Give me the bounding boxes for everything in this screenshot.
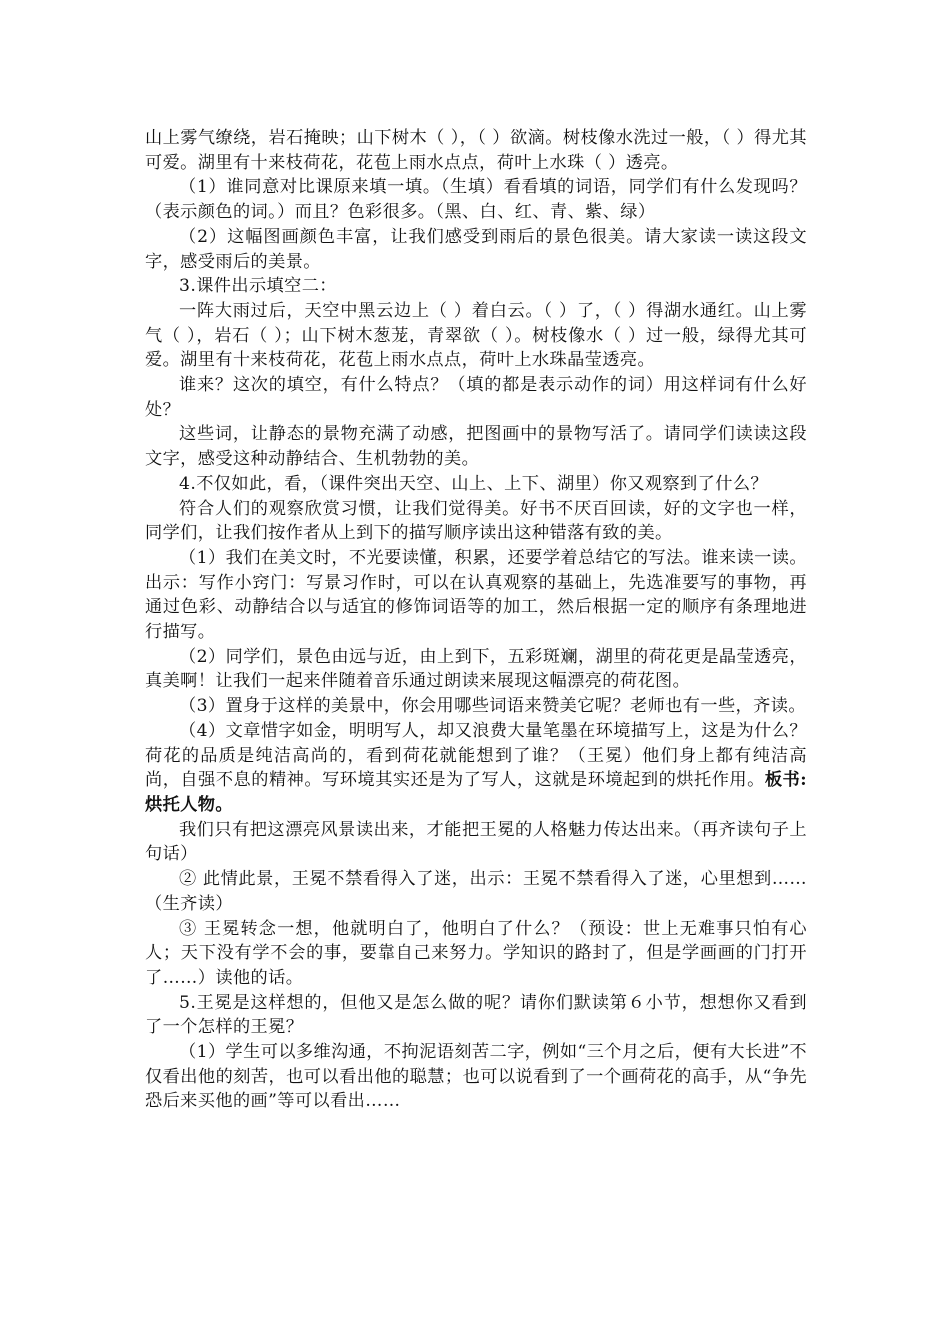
paragraph-17: 5.王冕是这样想的，但他又是怎么做的呢？请你们默读第６小节，想想你又看到了一个怎样的王冕？	[145, 992, 807, 1038]
paragraph-2: （1）谁同意对比课原来填一填。（生填）看看填的词语，同学们有什么发现吗？（表示颜色的词。）而且？色彩很多。（黑、白、红、青、紫、绿）	[145, 177, 807, 223]
paragraph-15: ② 此情此景，王冕不禁看得入了迷，出示：王冕不禁看得入了迷，心里想到……（生齐读）	[145, 869, 807, 914]
paragraph-13-text: （4）文章惜字如金，明明写人，却又浪费大量笔墨在环境描写上，这是为什么？荷花的品质是纯洁高尚的，看到荷花就能想到了谁？（王冕）他们身上都有纯洁高尚，自强不息的精神。写环境其实还是为了写人，这就是环境起到的烘托作用。	[145, 720, 807, 791]
paragraph-10: （1）我们在美文时，不光要读懂，积累，还要学着总结它的写法。谁来读一读。出示：写作小窍门：写景习作时，可以在认真观察的基础上，先选准要写的事物，再通过色彩、动静结合以与适宜的修饰词语等的加工，然后根据一定的顺序有条理地进行描写。	[145, 547, 807, 643]
paragraph-4: 3.课件出示填空二：	[179, 276, 337, 297]
paragraph-7: 这些词，让静态的景物充满了动感，把图画中的景物写活了。请同学们读读这段文字，感受这种动静结合、生机勃勃的美。	[145, 424, 807, 470]
board-note: 板书:烘托人物。	[145, 770, 807, 815]
document-body	[145, 126, 807, 1114]
paragraph-12: （3）置身于这样的美景中，你会用哪些词语来赞美它呢？老师也有一些，齐读。	[179, 696, 806, 717]
paragraph-3: （2）这幅图画颜色丰富，让我们感受到雨后的景色很美。请大家读一读这段文字，感受雨后的美景。	[145, 226, 807, 272]
paragraph-14: 我们只有把这漂亮风景读出来，才能把王冕的人格魅力传达出来。（再齐读句子上句话）	[145, 819, 807, 865]
paragraph-9: 符合人们的观察欣赏习惯，让我们觉得美。好书不厌百回读，好的文字也一样，同学们，让我们按作者从上到下的描写顺序读出这种错落有致的美。	[145, 498, 807, 544]
paragraph-18: （1）学生可以多维沟通，不拘泥语刻苦二字，例如“三个月之后，便有大长进”不仅看出他的刻苦，也可以看出他的聪慧；也可以说看到了一个画荷花的高手，从“争先恐后来买他的画”等可以看出……	[145, 1042, 807, 1112]
paragraph-8: 4.不仅如此，看，（课件突出天空、山上、上下、湖里）你又观察到了什么？	[179, 473, 768, 494]
paragraph-1: 山上雾气缭绕，岩石掩映；山下树木（ ），（ ）欲滴。树枝像水洗过一般，（ ）得尤其可爱。湖里有十来枝荷花，花苞上雨水点点，荷叶上水珠（ ）透亮。	[145, 128, 807, 173]
paragraph-13	[145, 719, 807, 818]
paragraph-6: 谁来？这次的填空，有什么特点？（填的都是表示动作的词）用这样词有什么好处？	[145, 375, 807, 420]
paragraph-16: ③ 王冕转念一想，他就明白了，他明白了什么？（预设：世上无难事只怕有心人；天下没有学不会的事，要靠自己来努力。学知识的路封了，但是学画画的门打开了……）读他的话。	[145, 918, 807, 988]
paragraph-11: （2）同学们，景色由远与近，由上到下，五彩斑斓，湖里的荷花更是晶莹透亮，真美啊！让我们一起来伴随着音乐通过朗读来展现这幅漂亮的荷花图。	[145, 646, 807, 692]
paragraph-5: 一阵大雨过后，天空中黑云边上（ ）着白云。（ ）了，（ ）得湖水通红。山上雾气（ ），岩石（ ）；山下树木葱茏，青翠欲（ ）。树枝像水（ ）过一般，绿得尤其可爱。湖里有十来枝荷花，花苞上雨水点点，荷叶上水珠晶莹透亮。	[145, 300, 807, 371]
